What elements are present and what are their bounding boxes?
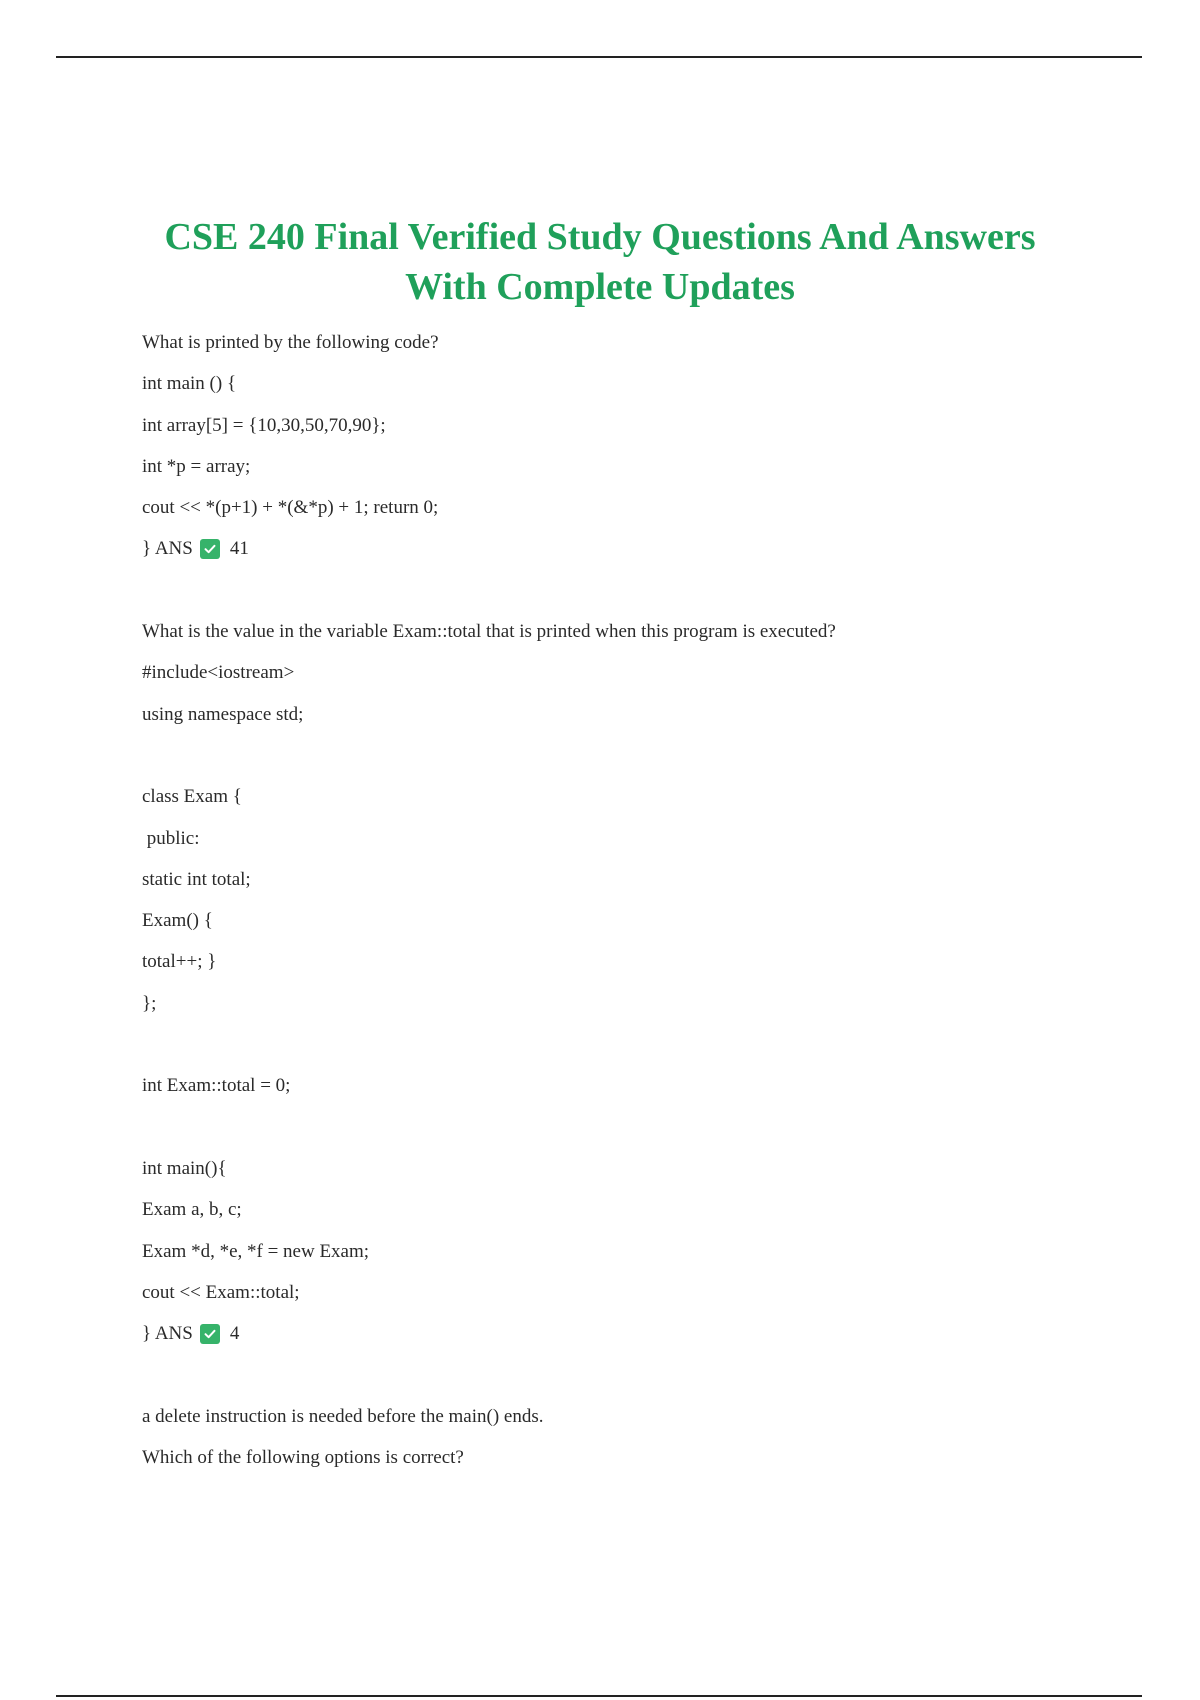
spacer	[142, 1354, 1102, 1395]
code-line: int array[5] = {10,30,50,70,90};	[142, 414, 386, 436]
code-line: total++; }	[142, 951, 217, 973]
header-rule	[56, 56, 1142, 58]
code-line: #include<iostream>	[142, 662, 295, 684]
spacer	[142, 1107, 1102, 1148]
check-box-icon	[200, 539, 220, 559]
code-line: cout << *(p+1) + *(&*p) + 1; return 0;	[142, 497, 439, 519]
answer-value: 41	[229, 538, 249, 560]
code-line: static int total;	[142, 868, 251, 890]
spacer	[142, 735, 1102, 776]
answer-value: 4	[229, 1322, 240, 1344]
spacer	[142, 570, 1102, 611]
code-line: int Exam::total = 0;	[142, 1075, 291, 1097]
code-line: class Exam {	[142, 786, 242, 808]
code-line: Exam() {	[142, 910, 213, 932]
document-body	[142, 322, 1102, 1478]
question-1-answer	[142, 528, 1102, 569]
footer-rule	[56, 1695, 1142, 1697]
answer-prefix: } ANS	[142, 1322, 193, 1344]
code-line: cout << Exam::total;	[142, 1281, 300, 1303]
code-line: };	[142, 992, 157, 1014]
title-line-1: CSE 240 Final Verified Study Questions And Answers	[164, 216, 1036, 258]
title-line-2: With Complete Updates	[405, 266, 795, 308]
code-line: Exam *d, *e, *f = new Exam;	[142, 1240, 370, 1262]
check-box-icon	[200, 1324, 220, 1344]
answer-note: a delete instruction is needed before the main() ends.	[142, 1405, 544, 1427]
question-3-prompt: Which of the following options is correct?	[142, 1447, 464, 1469]
code-line: Exam a, b, c;	[142, 1199, 242, 1221]
code-line: using namespace std;	[142, 703, 304, 725]
document-title	[100, 212, 1100, 312]
question-2-prompt: What is the value in the variable Exam::total that is printed when this program is executed?	[142, 621, 836, 643]
question-1-prompt: What is printed by the following code?	[142, 332, 439, 353]
code-line: int *p = array;	[142, 455, 251, 477]
code-line: int main(){	[142, 1157, 227, 1179]
code-line: int main () {	[142, 373, 237, 395]
answer-prefix: } ANS	[142, 538, 193, 560]
code-line: public:	[142, 827, 200, 849]
spacer	[142, 1024, 1102, 1065]
question-2-answer	[142, 1313, 1102, 1354]
